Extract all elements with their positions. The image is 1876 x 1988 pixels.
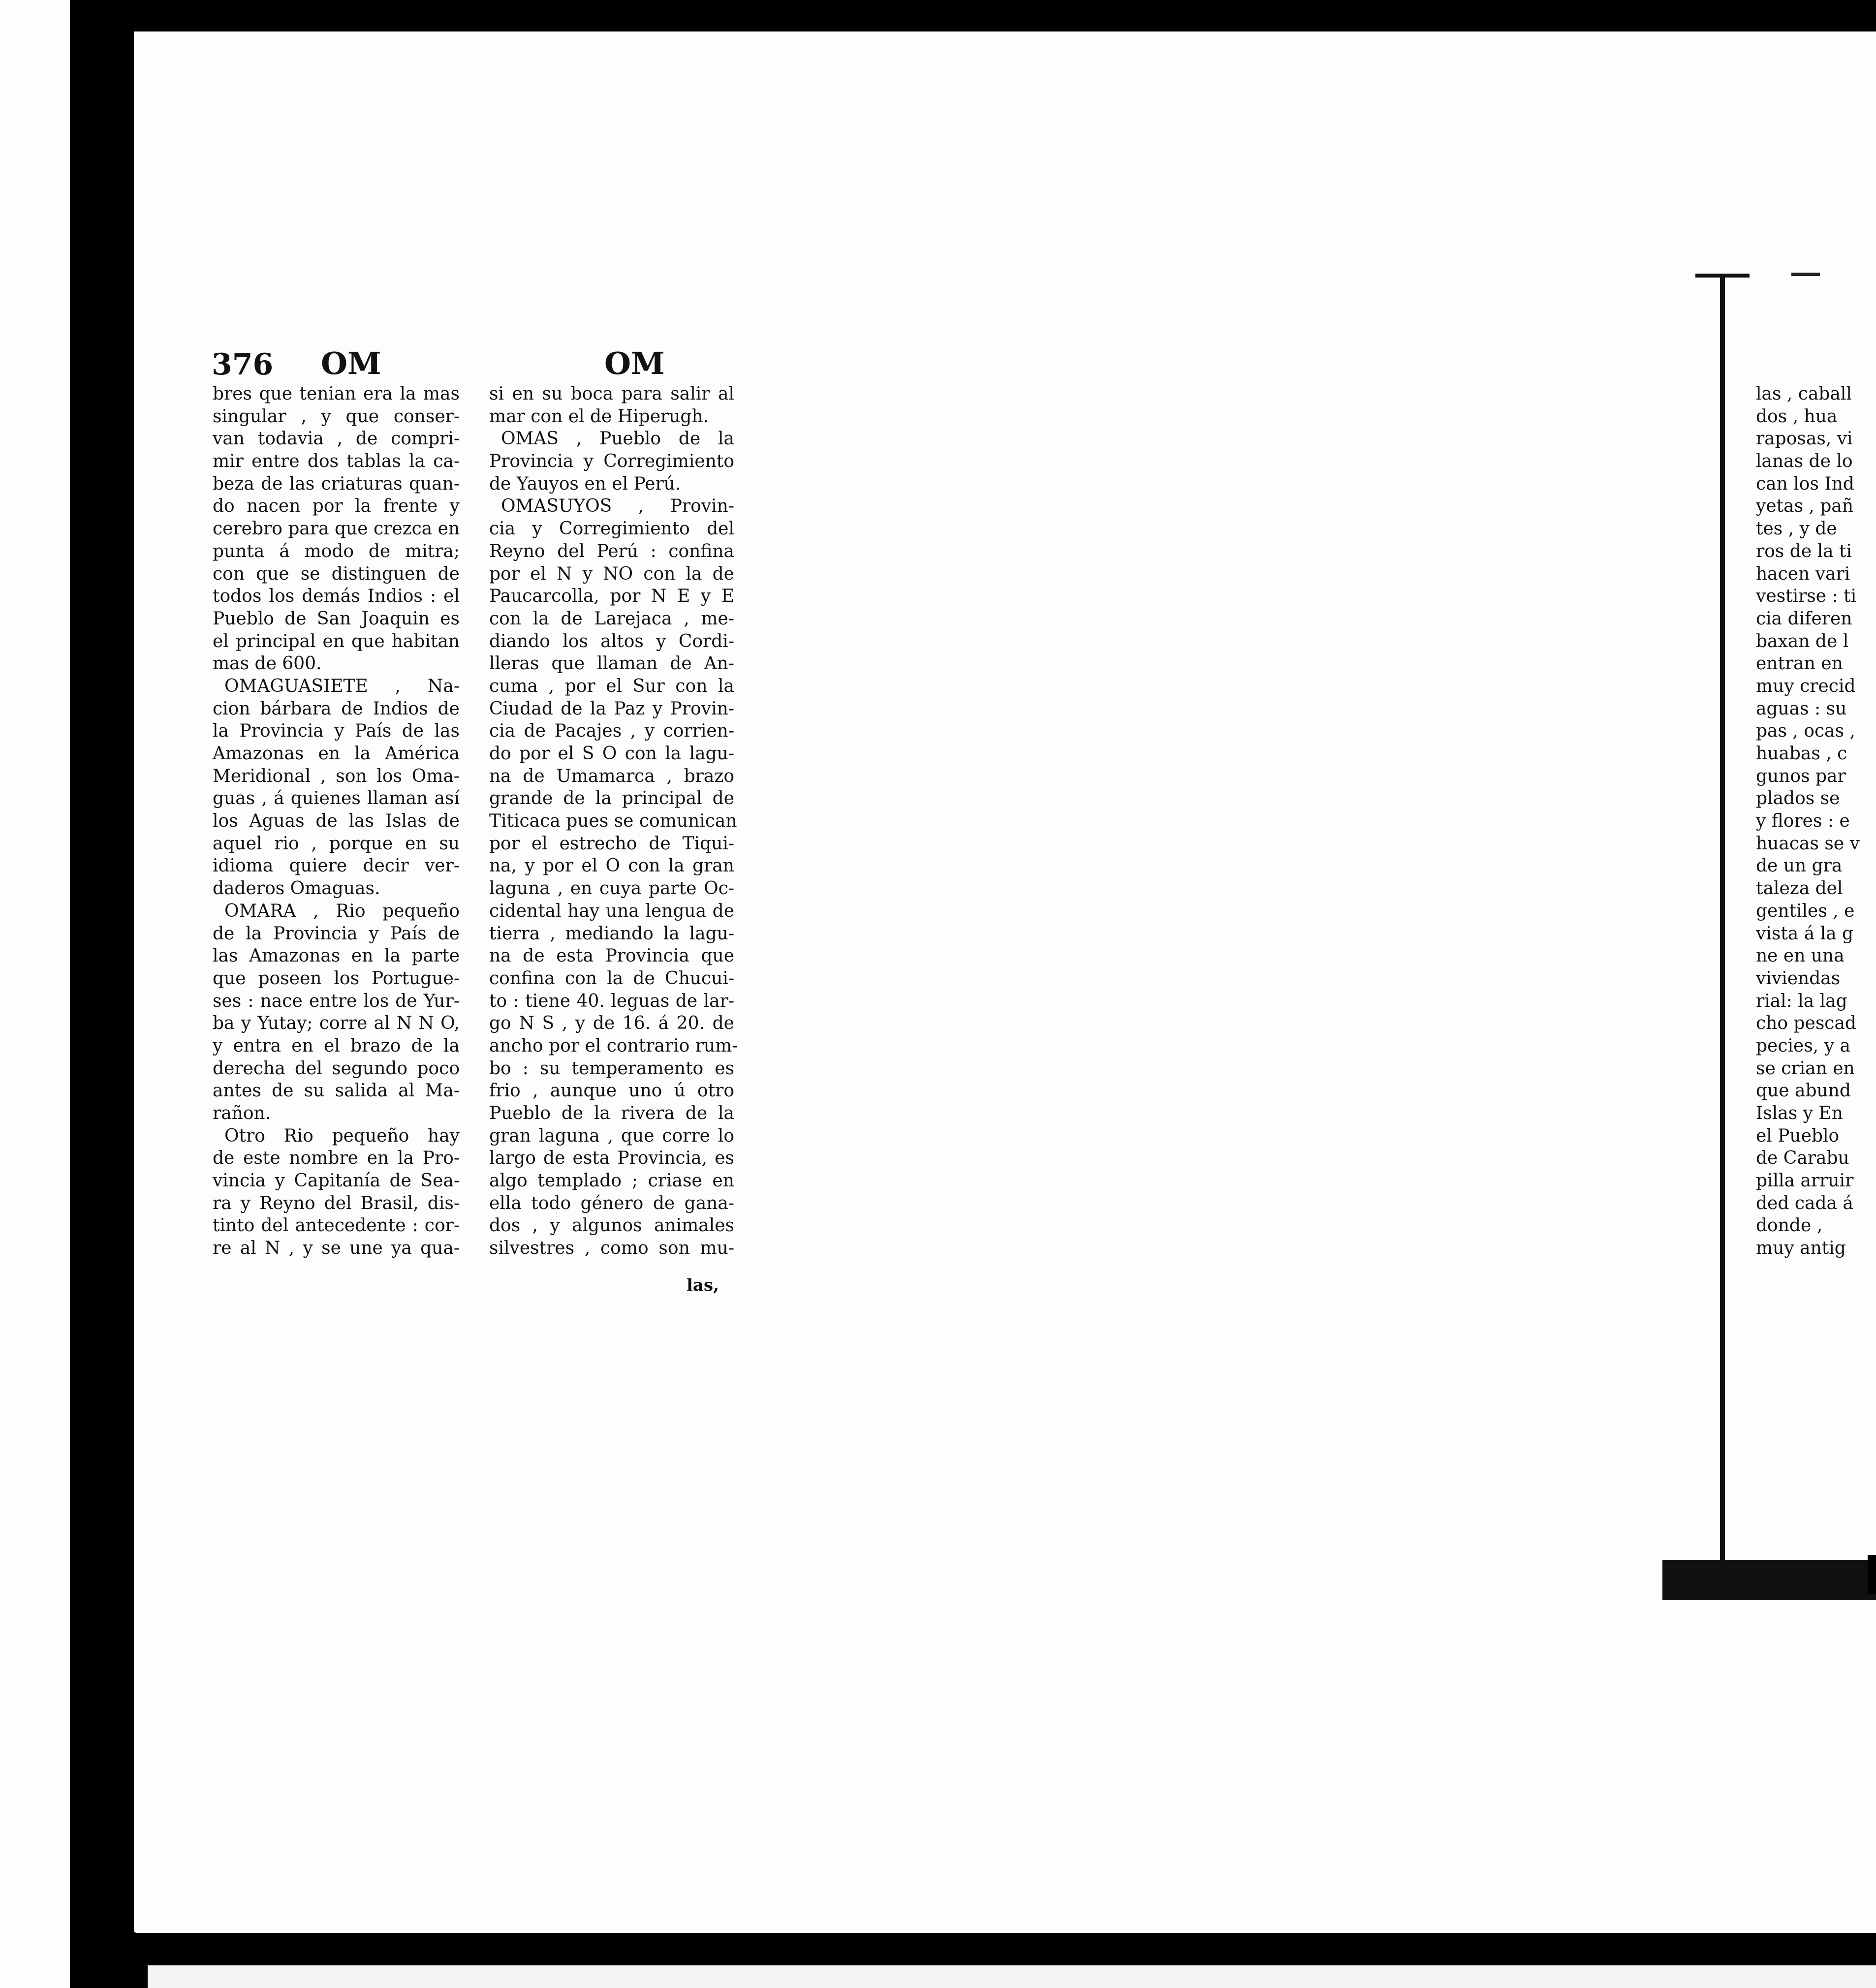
column-2-line: mar con el de Hiperugh. xyxy=(489,406,709,427)
column-1-line: ses : nace entre los de Yur- xyxy=(213,991,460,1011)
fragment-line: que abund xyxy=(1756,1081,1851,1101)
column-2-line: na de Umamarca , brazo xyxy=(489,766,734,786)
fragment-line: dos , hua xyxy=(1756,406,1838,427)
column-2-line: OMASUYOS , Provin- xyxy=(501,496,734,517)
column-1-line: ra y Reyno del Brasil, dis- xyxy=(213,1193,460,1213)
column-1-line: vincia y Capitanía de Sea- xyxy=(213,1171,460,1191)
column-2-line: dos , y algunos animales xyxy=(489,1215,734,1236)
column-2-line: con la de Larejaca , me- xyxy=(489,608,734,629)
column-2-line: por el estrecho de Tiqui- xyxy=(489,833,734,854)
fragment-line: huacas se v xyxy=(1756,833,1860,854)
column-2-line: cidental hay una lengua de xyxy=(489,901,734,921)
column-2-line: si en su boca para salir al xyxy=(489,384,734,404)
column-2-line: Paucarcolla, por N E y E xyxy=(489,586,734,607)
column-2-line: Pueblo de la rivera de la xyxy=(489,1103,734,1123)
fragment-line: las , caball xyxy=(1756,384,1852,404)
left-margin-strip xyxy=(0,0,70,1988)
column-1-line: mas de 600. xyxy=(213,653,322,674)
fragment-line: de un gra xyxy=(1756,856,1843,876)
fragment-line: can los Ind xyxy=(1756,473,1854,494)
fragment-line: ded cada á xyxy=(1756,1193,1853,1213)
fragment-line: pecies, y a xyxy=(1756,1035,1850,1056)
column-1-line: todos los demás Indios : el xyxy=(213,586,460,607)
column-2-line: ella todo género de gana- xyxy=(489,1193,734,1213)
column-1-line: Amazonas en la América xyxy=(213,744,460,764)
column-1-line: aquel rio , porque en su xyxy=(213,833,460,854)
column-2-line: por el N y NO con la de xyxy=(489,563,734,584)
column-2-line: ancho por el contrario rum- xyxy=(489,1035,738,1056)
fragment-line: huabas , c xyxy=(1756,744,1847,764)
fragment-line: muy crecid xyxy=(1756,676,1856,696)
column-2-line: to : tiene 40. leguas de lar- xyxy=(489,991,734,1011)
column-1-line: do nacen por la frente y xyxy=(213,496,460,517)
column-1-line: OMARA , Rio pequeño xyxy=(224,901,460,921)
column-1-line: de la Provincia y País de xyxy=(213,923,460,944)
column-2-line: cia y Corregimiento del xyxy=(489,519,734,539)
running-header-left: OM xyxy=(321,345,381,381)
fragment-line: yetas , pañ xyxy=(1756,496,1854,517)
column-2-line: na de esta Provincia que xyxy=(489,946,734,966)
column-2-line: laguna , en cuya parte Oc- xyxy=(489,878,734,899)
column-1-line: y entra en el brazo de la xyxy=(213,1035,460,1056)
column-1-line: que poseen los Portugue- xyxy=(213,968,460,989)
column-1-line: con que se distinguen de xyxy=(213,563,460,584)
column-2-line: diando los altos y Cordi- xyxy=(489,631,734,652)
column-1-line: singular , y que conser- xyxy=(213,406,460,427)
fragment-line: baxan de l xyxy=(1756,631,1849,652)
column-1-line: antes de su salida al Ma- xyxy=(213,1081,460,1101)
column-1-line: Otro Rio pequeño hay xyxy=(224,1125,460,1146)
column-2-line: Provincia y Corregimiento xyxy=(489,451,734,472)
page-number: 376 xyxy=(212,347,274,382)
column-2-line: cuma , por el Sur con la xyxy=(489,676,734,696)
column-1-line: mir entre dos tablas la ca- xyxy=(213,451,460,472)
column-1-line: van todavia , de compri- xyxy=(213,429,460,449)
fragment-line: donde , xyxy=(1756,1215,1823,1236)
page-gutter-line xyxy=(1720,276,1725,1565)
bottom-dark-block-edge xyxy=(1868,1555,1876,1594)
column-1-line: OMAGUASIETE , Na- xyxy=(224,676,460,696)
column-1-line: daderos Omaguas. xyxy=(213,878,380,899)
fragment-line: pas , ocas , xyxy=(1756,721,1855,742)
fragment-line: el Pueblo xyxy=(1756,1125,1840,1146)
text-column-1 xyxy=(213,383,460,1260)
column-1-line: tinto del antecedente : cor- xyxy=(213,1215,460,1236)
bottom-dark-block xyxy=(1662,1560,1876,1600)
column-1-line: rañon. xyxy=(213,1103,271,1123)
bottom-margin-strip xyxy=(148,1965,1876,1988)
column-1-line: ba y Yutay; corre al N N O, xyxy=(213,1013,460,1034)
column-2-line: tierra , mediando la lagu- xyxy=(489,923,734,944)
column-1-line: cion bárbara de Indios de xyxy=(213,698,460,719)
column-2-line: largo de esta Provincia, es xyxy=(489,1148,734,1169)
fragment-line: gentiles , e xyxy=(1756,901,1855,921)
fragment-line: pilla arruir xyxy=(1756,1171,1854,1191)
column-2-line: grande de la principal de xyxy=(489,788,734,809)
column-2-line: Titicaca pues se comunican xyxy=(489,811,737,832)
fragment-line: de Carabu xyxy=(1756,1148,1849,1169)
fragment-line: vista á la g xyxy=(1756,923,1854,944)
catchword: las, xyxy=(687,1275,719,1295)
fragment-line: Islas y En xyxy=(1756,1103,1843,1123)
column-2-line: confina con la de Chucui- xyxy=(489,968,734,989)
column-1-line: Meridional , son los Oma- xyxy=(213,766,460,786)
column-2-line: go N S , y de 16. á 20. de xyxy=(489,1013,734,1034)
column-1-line: derecha del segundo poco xyxy=(213,1058,460,1079)
gutter-top-mark-2 xyxy=(1791,273,1820,276)
column-1-line: la Provincia y País de las xyxy=(213,721,460,742)
fragment-line: lanas de lo xyxy=(1756,451,1853,472)
fragment-line: raposas, vi xyxy=(1756,429,1853,449)
column-2-line: frio , aunque uno ú otro xyxy=(489,1081,734,1101)
column-1-line: el principal en que habitan xyxy=(213,631,460,652)
column-2-line: lleras que llaman de An- xyxy=(489,653,734,674)
fragment-line: ros de la ti xyxy=(1756,541,1852,561)
column-1-line: cerebro para que crezca en xyxy=(213,519,460,539)
fragment-line: ne en una xyxy=(1756,946,1845,966)
column-2-line: de Yauyos en el Perú. xyxy=(489,473,681,494)
fragment-line: gunos par xyxy=(1756,766,1846,786)
column-1-line: de este nombre en la Pro- xyxy=(213,1148,460,1169)
text-column-2 xyxy=(489,383,738,1260)
fragment-line: viviendas xyxy=(1756,968,1841,989)
fragment-line: muy antig xyxy=(1756,1238,1846,1259)
column-2-line: Ciudad de la Paz y Provin- xyxy=(489,698,734,719)
fragment-line: se crian en xyxy=(1756,1058,1855,1079)
column-1-line: los Aguas de las Islas de xyxy=(213,811,460,832)
fragment-line: y flores : e xyxy=(1756,811,1850,832)
column-1-line: Pueblo de San Joaquin es xyxy=(213,608,460,629)
column-2-line: silvestres , como son mu- xyxy=(489,1238,734,1259)
fragment-line: cia diferen xyxy=(1756,608,1852,629)
column-2-line: na, y por el O con la gran xyxy=(489,856,734,876)
column-2-line: gran laguna , que corre lo xyxy=(489,1125,734,1146)
column-2-line: bo : su temperamento es xyxy=(489,1058,734,1079)
column-1-line: bres que tenian era la mas xyxy=(213,384,460,404)
column-1-line: idioma quiere decir ver- xyxy=(213,856,460,876)
fragment-line: tes , y de xyxy=(1756,519,1837,539)
column-1-line: re al N , y se une ya qua- xyxy=(213,1238,460,1259)
column-1-line: guas , á quienes llaman así xyxy=(213,788,460,809)
fragment-line: rial: la lag xyxy=(1756,991,1847,1011)
fragment-line: taleza del xyxy=(1756,878,1843,899)
fragment-line: aguas : su xyxy=(1756,698,1847,719)
fragment-line: hacen vari xyxy=(1756,563,1850,584)
fragment-line: vestirse : ti xyxy=(1756,586,1857,607)
column-1-line: las Amazonas en la parte xyxy=(213,946,460,966)
fragment-line: entran en xyxy=(1756,653,1843,674)
column-2-line: cia de Pacajes , y corrien- xyxy=(489,721,734,742)
fragment-line: cho pescad xyxy=(1756,1013,1856,1034)
column-1-line: beza de las criaturas quan- xyxy=(213,473,460,494)
running-header-right: OM xyxy=(604,345,665,381)
fragment-line: plados se xyxy=(1756,788,1840,809)
column-2-line: algo templado ; criase en xyxy=(489,1171,734,1191)
column-2-line: Reyno del Perú : confina xyxy=(489,541,734,561)
next-page-fragment-column xyxy=(1756,383,1876,1260)
column-2-line: do por el S O con la lagu- xyxy=(489,744,734,764)
left-border-bar xyxy=(70,20,134,1983)
column-1-line: punta á modo de mitra; xyxy=(213,541,460,561)
column-2-line: OMAS , Pueblo de la xyxy=(501,429,734,449)
